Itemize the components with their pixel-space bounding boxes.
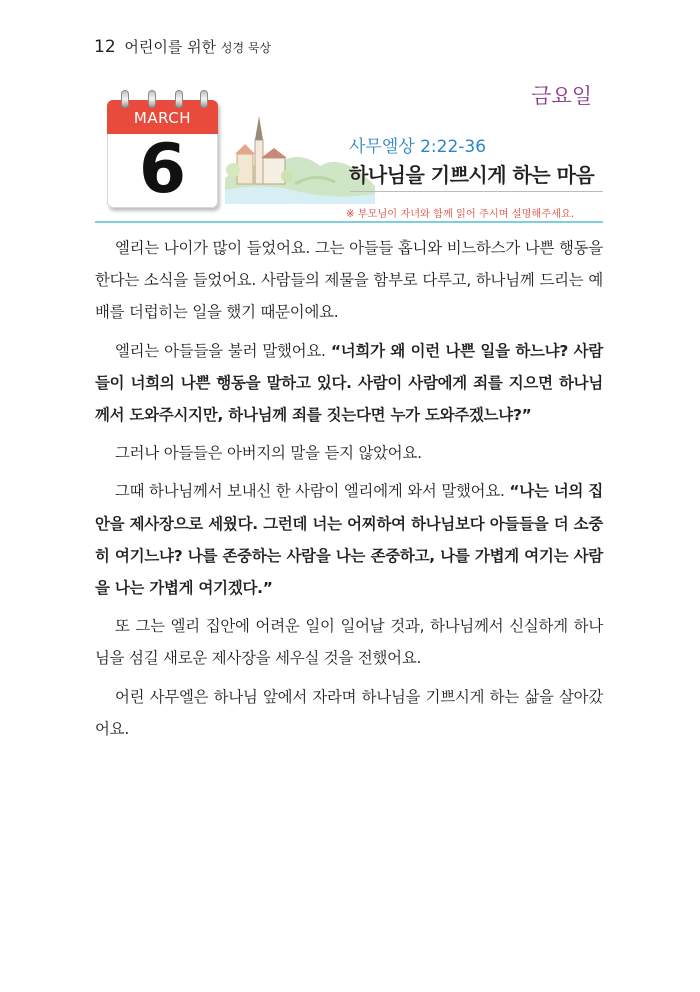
tree-shape	[281, 170, 293, 182]
parent-note: ※ 부모님이 자녀와 함께 읽어 주시며 설명해주세요.	[346, 209, 575, 220]
running-head	[94, 36, 271, 57]
paragraph	[95, 681, 603, 745]
paragraph-text: 엘리는 아들들을 불러 말했어요.	[115, 341, 331, 360]
paragraph	[95, 475, 603, 604]
calendar-ring-icon	[200, 90, 208, 108]
book-subtitle: 성경 묵상	[220, 41, 272, 55]
paragraph	[95, 335, 603, 432]
paragraph-text: 그때 하나님께서 보내신 한 사람이 엘리에게 와서 말했어요.	[115, 482, 510, 501]
quote-text: “너희가 왜 이런 나쁜 일을 하느냐? 사람들이 너희의 나쁜 행동을 말하고 있다. 사람이 사람에게 죄를 지으면 하나님께서 도와주시지만, 하나님께 죄를 짓는다면 누가 도와주겠느냐?”	[95, 341, 603, 425]
calendar-ring-icon	[148, 90, 156, 108]
header-divider	[95, 221, 603, 223]
scripture-reference: 사무엘상 2:22-36	[349, 137, 487, 157]
church-tower-shape	[255, 140, 263, 184]
paragraph-text: 그러나 아들들은 아버지의 말을 듣지 않았어요.	[115, 444, 422, 463]
reading-title: 하나님을 기쁘시게 하는 마음	[349, 163, 595, 187]
tree-shape	[226, 163, 240, 177]
paragraph-text: 엘리는 나이가 많이 들었어요. 그는 아들들 홉니와 비느하스가 나쁜 행동을 한다는 소식을 들었어요. 사람들의 제물을 함부로 다루고, 하나님께 드리는 예배를 더럽히는 일을 했기 때문이에요.	[95, 239, 603, 322]
paragraph-text: 또 그는 엘리 집안에 어려운 일이 일어날 것과, 하나님께서 신실하게 하나님을 섬길 새로운 제사장을 세우실 것을 전했어요.	[95, 617, 603, 668]
quote-text: “나는 너의 집안을 제사장으로 세웠다. 그런데 너는 어찌하여 하나님보다 아들들을 더 소중히 여기느냐? 나를 존중하는 사람을 나는 존중하고, 나를 가볍게 여기는 사람을 나는 가볍게 여기겠다.”	[95, 482, 603, 598]
paragraph	[95, 232, 603, 329]
title-divider	[350, 191, 603, 192]
calendar-date: 6	[138, 130, 187, 209]
church-roof-shape	[261, 148, 287, 158]
paragraph-text: 어린 사무엘은 하나님 앞에서 자라며 하나님을 기쁘시게 하는 삶을 살아갔어요.	[95, 687, 603, 738]
church-spire-shape	[255, 116, 263, 140]
paragraph	[95, 610, 603, 674]
day-label: 금요일	[531, 84, 592, 108]
page-number: 12	[94, 37, 116, 57]
book-title: 어린이를 위한	[124, 38, 217, 56]
calendar-ring-icon	[121, 90, 129, 108]
calendar-month: MARCH	[133, 109, 192, 127]
calendar-icon	[107, 90, 218, 208]
church-hall-shape	[263, 158, 285, 184]
story-body	[95, 232, 603, 751]
paragraph	[95, 437, 603, 469]
house-roof-shape	[235, 144, 255, 154]
calendar-ring-icon	[175, 90, 183, 108]
